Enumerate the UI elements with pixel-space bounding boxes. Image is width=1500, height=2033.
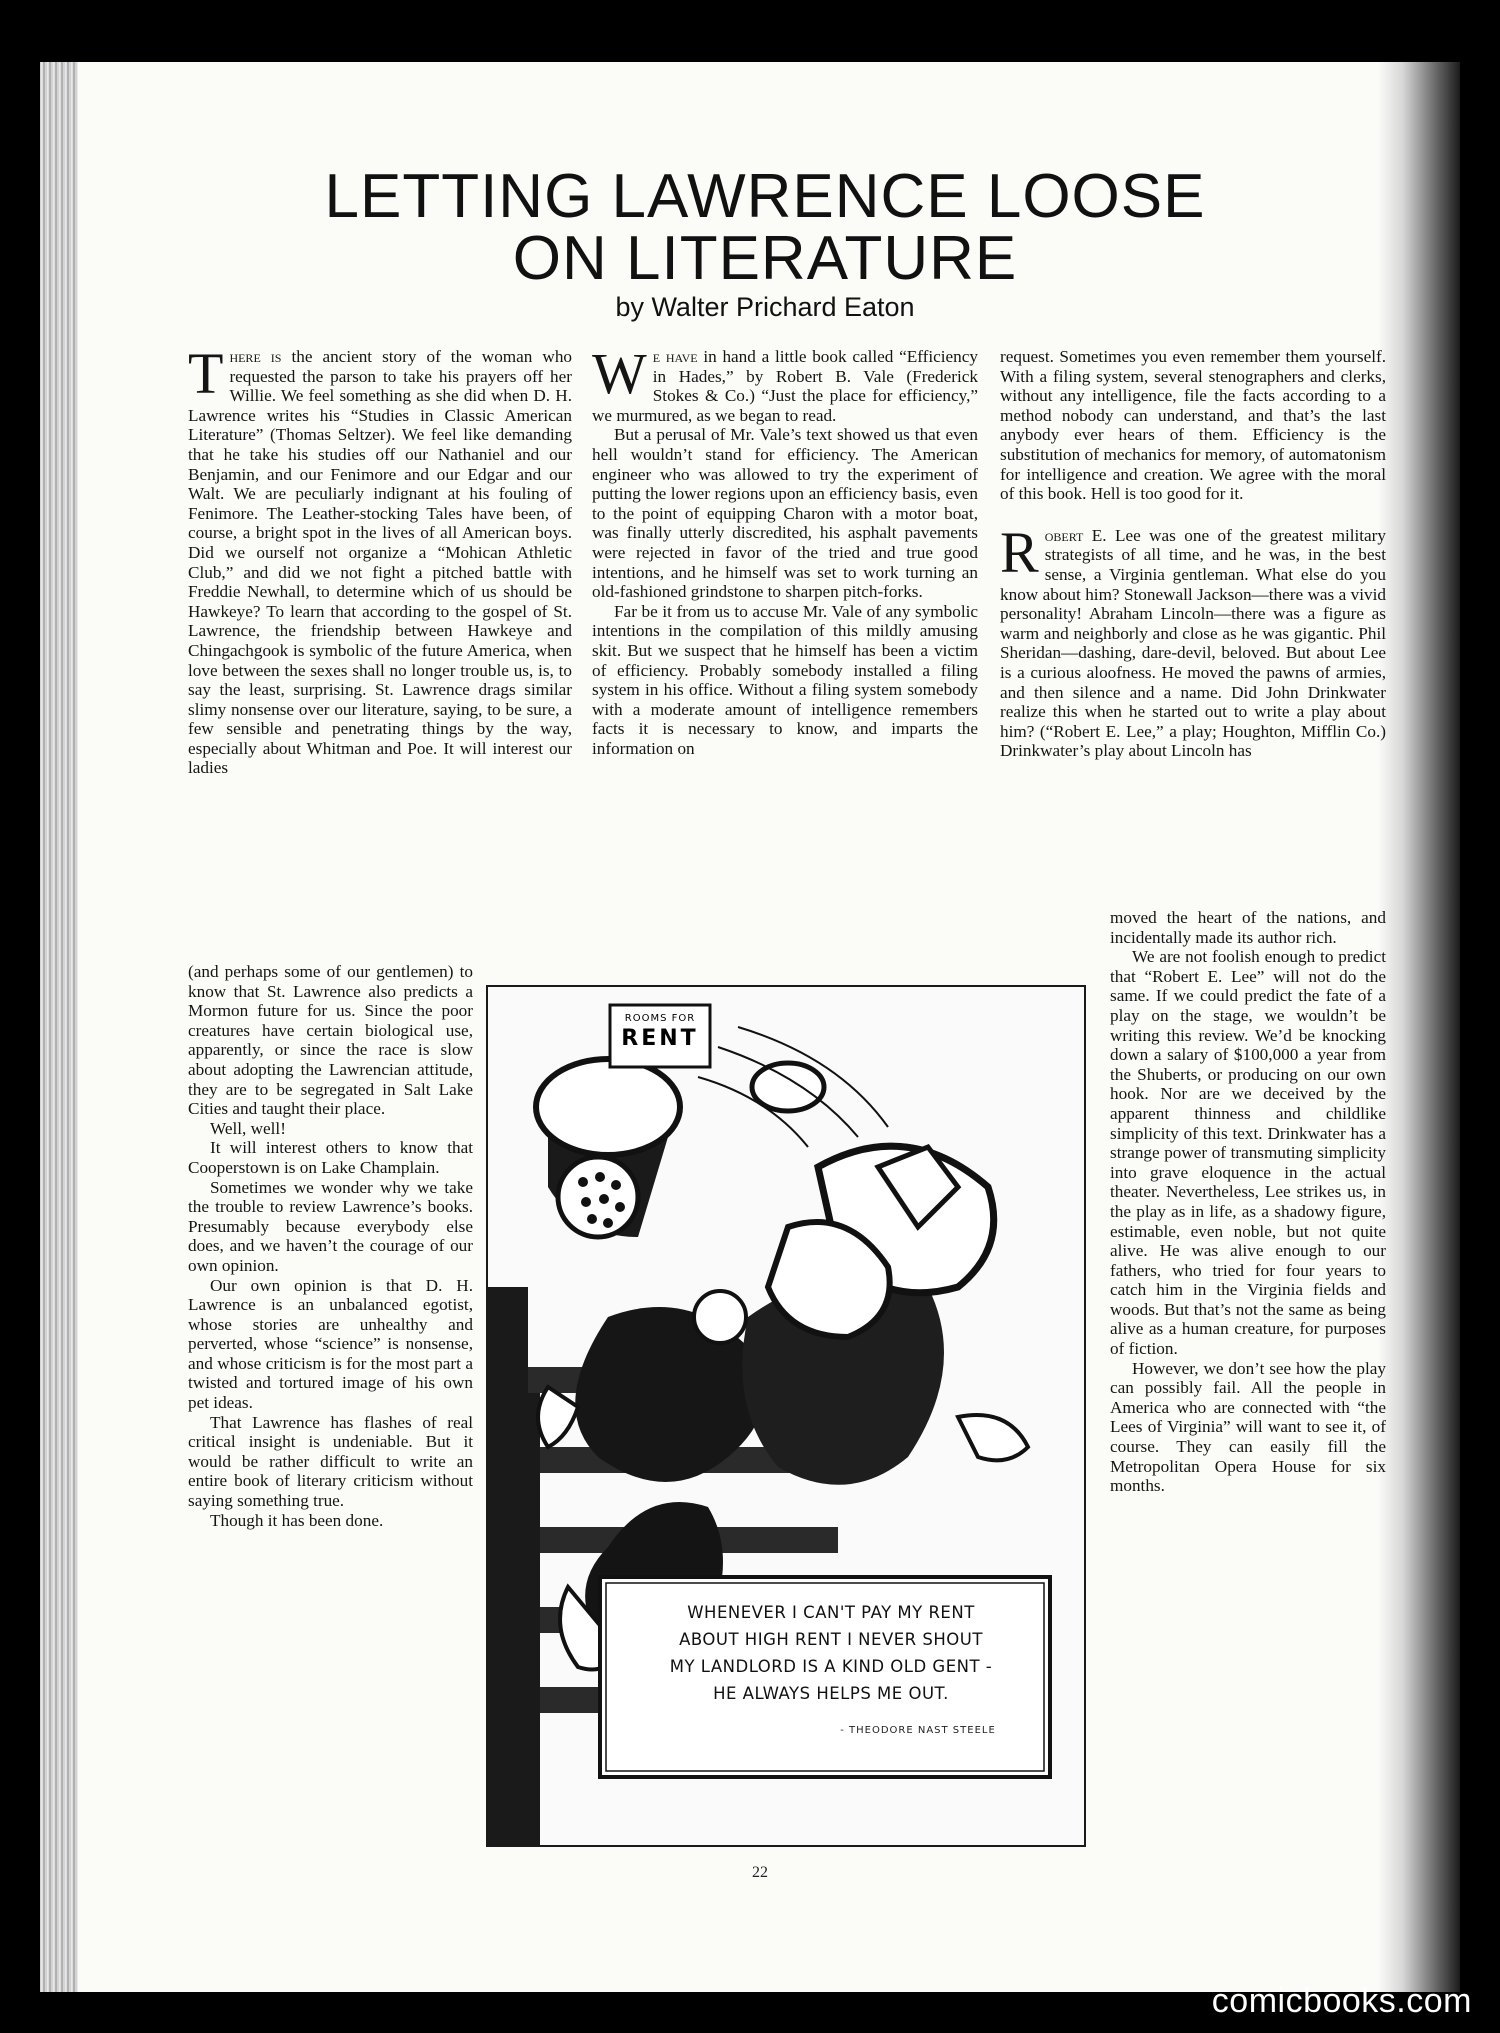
paragraph: Though it has been done.: [210, 1510, 384, 1530]
paragraph: moved the heart of the nations, and incidentally made its author rich.: [1110, 908, 1386, 947]
article-title-line-2: ON LITERATURE: [512, 224, 1018, 293]
paragraph: Sometimes we wonder why we take the trouble to review Lawrence’s books. Presumably because everybody else does, and we haven’t the courage of our own opinion.: [188, 1177, 473, 1275]
paragraph: Robert E. Lee was one of the greatest military strategists of all time, and he was, in the best sense, a Virginia gentleman. What else do you know about him? Stonewall Jackson—there was a vivid personality! Abraham Lincoln—there was a figure as warm and neighborly and close as he was gigantic. Phil Sheridan—dashing, dare-devil, beloved. But about Lee is a curious aloofness. He moved the pawns of armies, and then silence and a name. Did John Drinkwater realize this when he started out to write a play about him? (“Robert E. Lee,” a play; Houghton, Mifflin Co.) Drinkwater’s play about Lincoln has: [1000, 519, 1386, 761]
column-1-bottom: [188, 962, 473, 1530]
paragraph: But a perusal of Mr. Vale’s text showed us that even hell wouldn’t stand for efficiency. The American engineer who was allowed to try the experiment of putting the lower regions upon an efficiency basis, even to the point of equipping Charon with a motor boat, was finally utterly discredited, his asphalt pavements were rejected in favor of the tried and true good intentions, and he himself was set to work turning an old-fashioned grindstone to sharpen pitch-forks.: [592, 425, 978, 602]
binding-gutter: [1378, 62, 1460, 1992]
watermark: comicbooks.com: [1211, 1982, 1472, 2020]
paragraph: That Lawrence has flashes of real critical insight is undeniable. But it would be rather difficult to write an entire book of literary criticism without saying something true.: [188, 1412, 473, 1511]
column-2: [592, 341, 978, 758]
paragraph: However, we don’t see how the play can possibly fail. All the people in America who are connected with “the Lees of Virginia” will want to see it, of course. They can easily fill the Metropolitan Opera House for six months.: [1110, 1358, 1386, 1496]
page-number: 22: [752, 1864, 768, 1881]
drop-cap: R: [1000, 519, 1039, 585]
paragraph: It will interest others to know that Cooperstown is on Lake Champlain.: [188, 1138, 473, 1177]
cartoon-illustration: [486, 985, 1086, 1847]
drop-cap: W: [592, 341, 647, 406]
rooms-for-rent-sign: ROOMS FOR RENT: [621, 1013, 699, 1051]
article-title-line-1: LETTING LAWRENCE LOOSE: [324, 162, 1206, 231]
column-3-bottom: [1110, 908, 1386, 1496]
cartoon-drawing: [488, 987, 1084, 1845]
page-stack-edge: [40, 62, 78, 1992]
cartoon-signature: - THEODORE NAST STEELE: [840, 1725, 996, 1736]
paragraph: Far be it from us to accuse Mr. Vale of any symbolic intentions in the compilation of this mildly amusing skit. But we suspect that he himself has been a victim of efficiency. Probably somebody installed a filing system in his office. Without a filing system somebody with a moderate amount of intelligence remembers facts it is necessary to know, and imparts the information on: [592, 601, 978, 758]
paragraph: (and perhaps some of our gentlemen) to know that St. Lawrence also predicts a Mormon future for us. Since the poor creatures have certain biological use, apparently, or since the race is slow about adopting the Lawrencian attitude, they are to be segregated in Salt Lake Cities and taught their place.: [188, 962, 473, 1119]
column-1-top: [188, 341, 573, 778]
paragraph: request. Sometimes you even remember them yourself. With a filing system, several stenographers and clerks, without any intelligence, file the facts according to a method nobody can understand, and that’s the last anybody ever hears of them. Efficiency is the substitution of mechanics for memory, of automatonism for intelligence and creation. We agree with the moral of this book. Hell is too good for it.: [1000, 347, 1386, 504]
paragraph: We have in hand a little book called “Efficiency in Hades,” by Robert B. Vale (Frederick Stokes & Co.) “Just the place for efficiency,” we murmured, as we began to read.: [592, 341, 978, 425]
column-3-top: [1000, 347, 1386, 761]
paragraph: There is the ancient story of the woman who requested the parson to take his prayers off her Willie. We feel something as she did when D. H. Lawrence writes his “Studies in Classic American Literature” (Thomas Seltzer). We feel like demanding that he take his studies off our Nathaniel and our Benjamin, and our Fenimore and our Edgar and our Walt. We are peculiarly indignant at his fouling of Fenimore. The Leather-stocking Tales have been, of course, a bright spot in the lives of all American boys. Did we ourself not organize a “Mohican Athletic Club,” and did we not fight a pitched battle with Freddie Newhall, to determine which of us should be Hawkeye? To learn that according to the gospel of St. Lawrence, the friendship between Hawkeye and Chingachgook is symbolic of the future America, when love between the sexes shall no longer trouble us, is, to say the least, surprising. St. Lawrence drags similar slimy nonsense over our literature, saying, to be sure, a few sensible and penetrating things by the way, especially about Whitman and Poe. It will interest our ladies: [188, 341, 573, 778]
paragraph: Well, well!: [210, 1118, 286, 1138]
cartoon-caption: WHENEVER I CAN'T PAY MY RENT ABOUT HIGH RENT I NEVER SHOUT MY LANDLORD IS A KIND OLD GENT - HE ALWAYS HELPS ME OUT.: [669, 1603, 993, 1703]
paragraph: We are not foolish enough to predict that “Robert E. Lee” will not do the same. If we could predict the fate of a play on the stage, we wouldn’t be writing this review. We’d be knocking down a salary of $100,000 a year from the Shuberts, or producing on our own hook. Nor are we deceived by the apparent thinness and childlike simplicity of this text. Drinkwater has a strange power of transmuting simplicity into grave eloquence in the actual theater. Nevertheless, Lee strikes us, in the play as in life, as a shadowy figure, estimable, even noble, but not quite alive. He was alive enough to our fathers, who tried for four years to catch him in the Virginia fields and woods. But that’s not the same as being alive as a human creature, for purposes of fiction.: [1110, 947, 1386, 1359]
paragraph: Our own opinion is that D. H. Lawrence is an unbalanced egotist, whose stories are unhealthy and perverted, whose “science” is nonsense, and whose criticism is for the most part a twisted and tortured image of his own pet ideas.: [188, 1275, 473, 1413]
drop-cap: T: [188, 341, 224, 406]
article-byline: by Walter Prichard Eaton: [615, 292, 915, 322]
